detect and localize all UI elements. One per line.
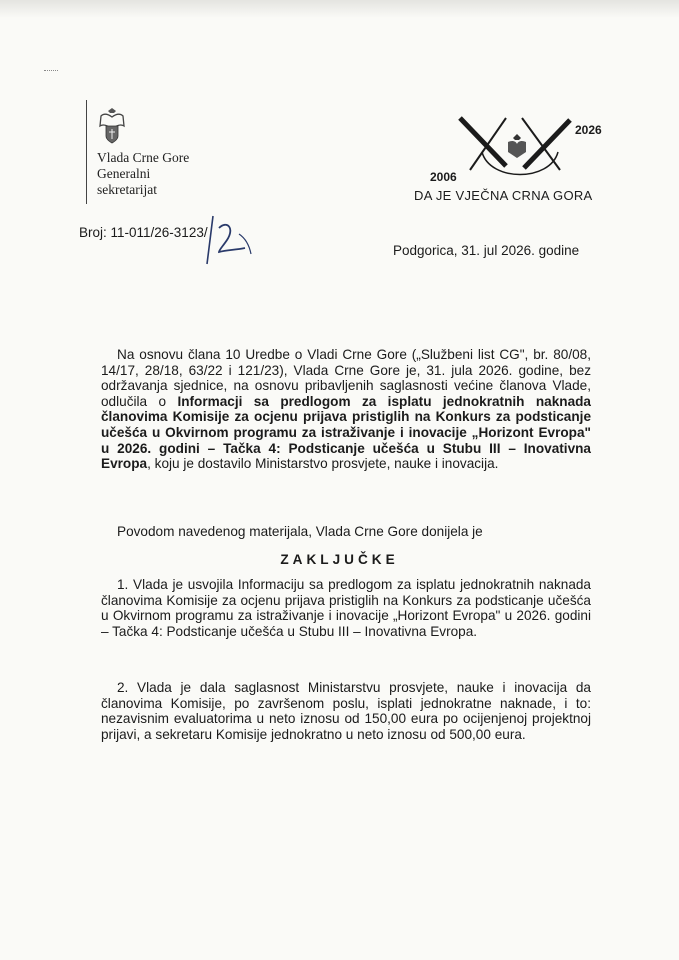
intro-text-bold: Informacji sa predlogom za isplatu jednokratnih naknada članovima Komisije za ocjenu prijava pristiglih na Konkurs za podsticanje učešća u Okvirnom programu za istraživanje i inovacije „Horizont Evropa" u 2026. godini – Tačka 4: Podsticanje učešća u Stubu III – Inovativna Evropa bbox=[101, 393, 591, 472]
povodom-line: Povodom navedenog materijala, Vlada Crne Gore donijela je bbox=[117, 524, 483, 539]
place-and-date: Podgorica, 31. jul 2026. godine bbox=[393, 243, 580, 258]
gov-line: Vlada Crne Gore bbox=[97, 150, 190, 165]
intro-paragraph bbox=[101, 347, 591, 472]
logo-year-left: 2006 bbox=[430, 170, 457, 184]
logo-year-right: 2026 bbox=[575, 123, 602, 137]
scan-mark bbox=[44, 70, 58, 79]
conclusion-1: 1. Vlada je usvojila Informaciju sa predlogom za isplatu jednokratnih naknada članovima Komisije za ocjenu prijava pristiglih na Konkurs za podsticanje učešća u Okvirnom programu za istraživanje i inovacije „Horizont Evropa" u 2026. godini – Tačka 4: Podsticanje učešća u Stubu III – Inovativna Evropa. bbox=[101, 577, 591, 639]
intro-text-2: , koju je dostavilo Ministarstvo prosvjete, nauke i inovacija. bbox=[147, 456, 499, 472]
intro-text-1: Na osnovu člana 10 Uredbe o Vladi Crne Gore („Službeni list CG", br. 80/08, 14/17, 28/18, 63/22 i 121/23), Vlada Crne Gore je, 31. jula 2026. godine, bez održavanja sjednice, na osnovu pribavljenih saglasnosti većine članova Vlade, odlučila o bbox=[101, 347, 591, 409]
government-name bbox=[97, 150, 189, 198]
coat-of-arms-icon bbox=[97, 108, 127, 146]
logo-slogan: DA JE VJEČNA CRNA GORA bbox=[414, 188, 593, 203]
handwritten-number-icon bbox=[205, 214, 253, 266]
reference-number: Broj: 11-011/26-3123/ bbox=[79, 225, 208, 240]
scan-shadow bbox=[0, 0, 679, 18]
conclusions-title: ZAKLJUČKE bbox=[280, 552, 399, 567]
gov-line: sekretarijat bbox=[97, 182, 157, 197]
header-divider bbox=[86, 100, 87, 204]
gov-line: Generalni bbox=[97, 166, 151, 181]
conclusion-2: 2. Vlada je dala saglasnost Ministarstvu prosvjete, nauke i inovacija da članovima Komisije, po završenom poslu, isplati jednokratne naknade, i to: nezavisnim evaluatorima u neto iznosu od 150,00 eura po ocijenjenoj projektnoj prijavi, a sekretaru Komisije jednokratno u neto iznosu od 500,00 eura. bbox=[101, 680, 591, 742]
